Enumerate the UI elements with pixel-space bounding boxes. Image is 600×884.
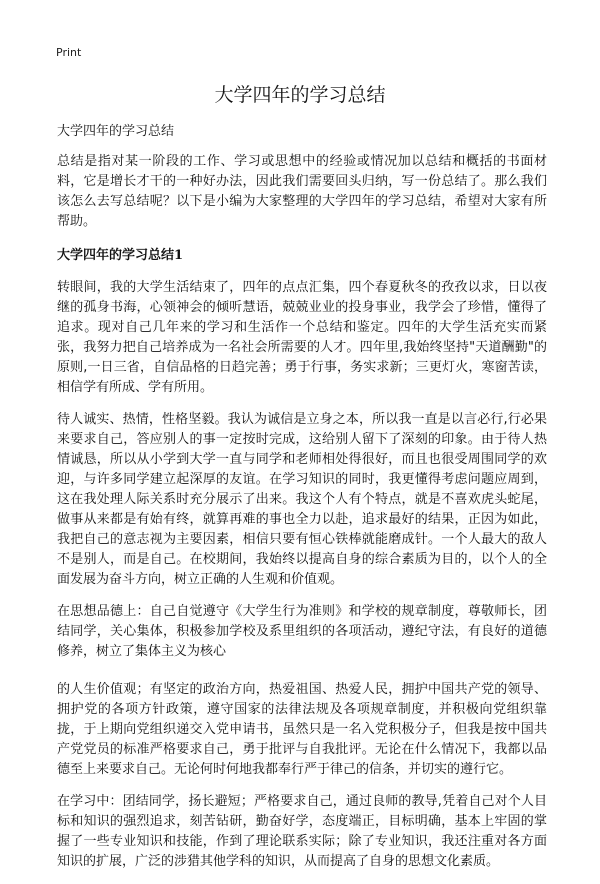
document-body: [57, 122, 547, 884]
section-heading: 大学四年的学习总结1: [57, 248, 184, 263]
print-label[interactable]: Print: [56, 46, 82, 59]
body-paragraph-5: 在学习中：团结同学，扬长避短；严格要求自己，通过良师的教导,凭着自己对个人目标和知识的强烈追求，刻苦钻研，勤奋好学，态度端正，目标明确，基本上牢固的掌握了一些专业知识和技能，作到了理论联系实际；除了专业知识，我还注重对各方面知识的扩展，广泛的涉猎其他学科的知识，从而提高了自身的思想文化素质。: [57, 794, 547, 869]
document-title: 大学四年的学习总结: [214, 84, 386, 106]
intro-paragraph: 总结是指对某一阶段的工作、学习或思想中的经验或情况加以总结和概括的书面材料，它是增长才干的一种好办法，因此我们需要回头归纳，写一份总结了。那么我们该怎么去写总结呢？以下是小编为大家整理的大学四年的学习总结，希望对大家有所帮助。: [57, 154, 547, 229]
body-paragraph-4: 的人生价值观；有坚定的政治方向，热爱祖国、热爱人民，拥护中国共产党的领导、拥护党的各项方针政策，遵守国家的法律法规及各项规章制度，并积极向党组织靠拢，于上期向党组织递交入党申请书，虽然只是一名入党积极分子，但我是按中国共产党党员的标准严格要求自己，勇于批评与自我批评。无论在什么情况下，我都以品德至上来要求自己。无论何时何地我都奉行严于律己的信条，并切实的遵行它。: [57, 682, 547, 777]
body-paragraph-2: 待人诚实、热情，性格坚毅。我认为诚信是立身之本，所以我一直是以言必行,行必果来要求自己，答应别人的事一定按时完成，这给别人留下了深刻的印象。由于待人热情诚恳，所以从小学到大学一直与同学和老师相处得很好，而且也很受周围同学的欢迎，与许多同学建立起深厚的友谊。在学习知识的同时，我更懂得考虑问题应周到，这在我处理人际关系时充分展示了出来。我这个人有个特点，就是不喜欢虎头蛇尾，做事从来都是有始有终，就算再难的事也全力以赴，追求最好的结果，正因为如此，我把自己的意志视为主要因素，相信只要有恒心铁棒就能磨成针。一个人最大的敌人不是别人，而是自己。在校期间，我始终以提高自身的综合素质为目的，以个人的全面发展为奋斗方向，树立正确的人生观和价值观。: [57, 412, 547, 587]
body-paragraph-1: 转眼间，我的大学生活结束了，四年的点点汇集，四个春夏秋冬的孜孜以求，日以夜继的孤身书海，心领神会的倾听慧语，兢兢业业的投身事业，我学会了珍惜，懂得了追求。现对自己几年来的学习和生活作一个总结和鉴定。四年的大学生活充实而紧张，我努力把自己培养成为一名社会所需要的人才。四年里,我始终坚持"天道酬勤"的原则,一日三省，自信品格的日趋完善；勇于行事，务实求新；三更灯火，寒窗苦读，相信学有所成、学有所用。: [57, 280, 547, 395]
body-paragraph-3: 在思想品德上：自己自觉遵守《大学生行为准则》和学校的规章制度，尊敬师长，团结同学，关心集体，积极参加学校及系里组织的各项活动，遵纪守法，有良好的道德修养，树立了集体主义为核心: [57, 604, 547, 659]
document-subtitle: 大学四年的学习总结: [57, 124, 175, 139]
